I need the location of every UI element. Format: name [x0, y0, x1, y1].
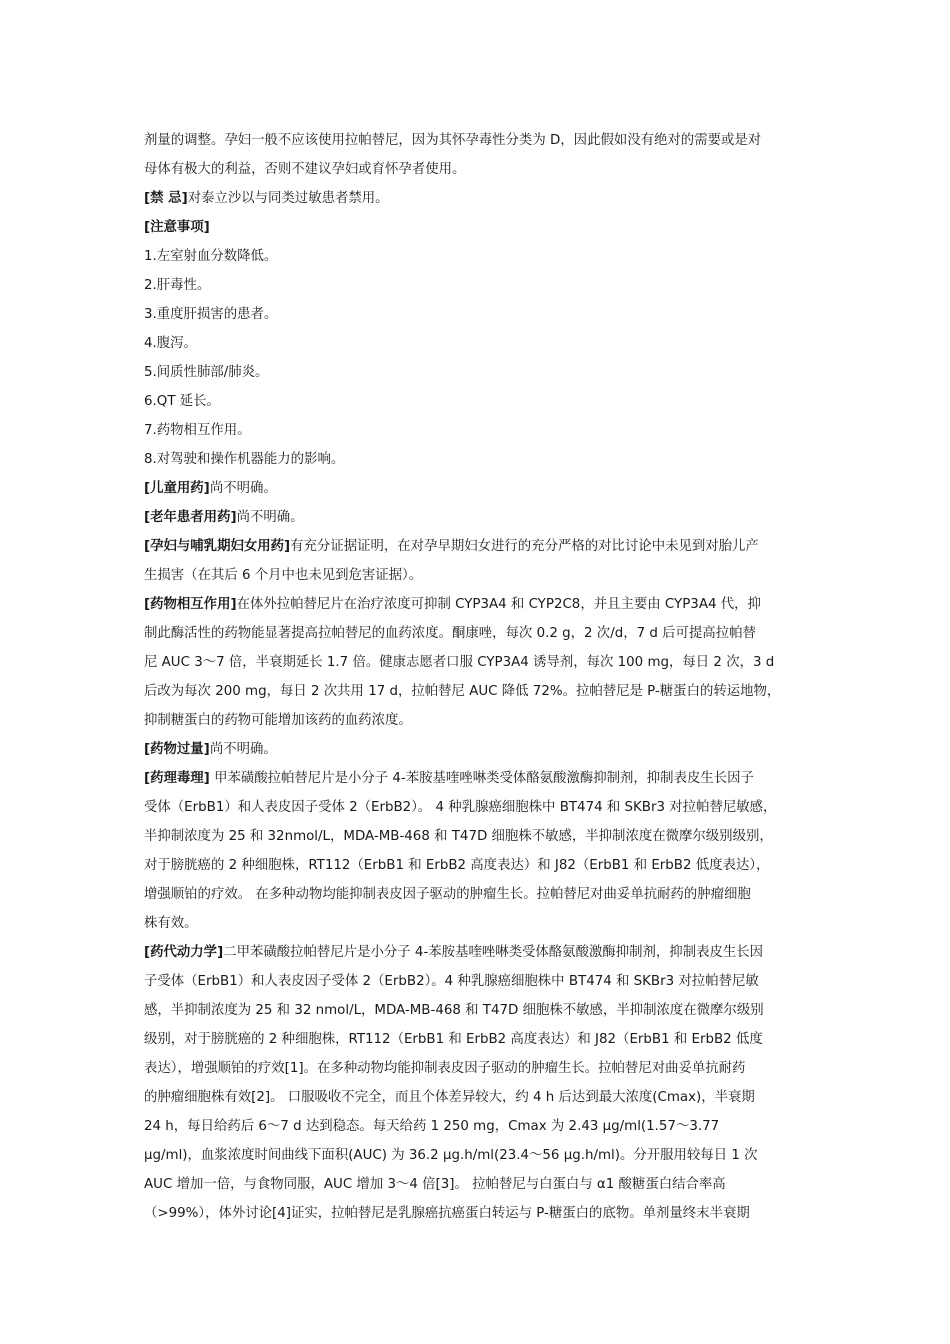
- paragraph-text: 甲苯磺酸拉帕替尼片是小分子 4-苯胺基喹唑啉类受体酪氨酸激酶抑制剂，抑制表皮生长因子: [209, 771, 754, 786]
- text-line: [144, 184, 814, 213]
- paragraph-text: 子受体（ErbB1）和人表皮因子受体 2（ErbB2）。4 种乳腺癌细胞株中 BT474 和 SKBr3 对拉帕替尼敏: [144, 974, 759, 989]
- text-line: [144, 358, 814, 387]
- paragraph-text: 母体有极大的利益，否则不建议孕妇或育怀孕者使用。: [144, 162, 466, 177]
- text-line: [144, 822, 814, 851]
- paragraph-text: 剂量的调整。孕妇一般不应该使用拉帕替尼，因为其怀孕毒性分类为 D，因此假如没有绝对的需要或是对: [144, 133, 762, 148]
- paragraph-text: 受体（ErbB1）和人表皮因子受体 2（ErbB2）。 4 种乳腺癌细胞株中 BT474 和 SKBr3 对拉帕替尼敏感，: [144, 800, 777, 815]
- text-line: [144, 1199, 814, 1228]
- text-line: [144, 996, 814, 1025]
- section-heading: [药物过量]: [144, 742, 210, 757]
- text-line: [144, 1112, 814, 1141]
- text-line: [144, 1170, 814, 1199]
- paragraph-text: 生损害（在其后 6 个月中也未见到危害证据）。: [144, 568, 423, 583]
- paragraph-text: 抑制糖蛋白的药物可能增加该药的血药浓度。: [144, 713, 412, 728]
- text-line: [144, 300, 814, 329]
- text-line: [144, 126, 814, 155]
- paragraph-text: 增强顺铂的疗效。 在多种动物均能抑制表皮因子驱动的肿瘤生长。拉帕替尼对曲妥单抗耐药的肿瘤细胞: [144, 887, 751, 902]
- section-heading: [孕妇与哺乳期妇女用药]: [144, 539, 291, 554]
- text-line: [144, 271, 814, 300]
- paragraph-text: 1.左室射血分数降低。: [144, 249, 278, 264]
- paragraph-text: 对泰立沙以与同类过敏患者禁用。: [187, 191, 389, 206]
- paragraph-text: 尚不明确。: [209, 481, 277, 496]
- text-line: [144, 735, 814, 764]
- paragraph-text: 感，半抑制浓度为 25 和 32 nmol/L，MDA-MB-468 和 T47D 细胞株不敏感，半抑制浓度在微摩尔级别: [144, 1003, 764, 1018]
- text-line: [144, 1083, 814, 1112]
- paragraph-text: 二甲苯磺酸拉帕替尼片是小分子 4-苯胺基喹唑啉类受体酪氨酸激酶抑制剂，抑制表皮生长因: [223, 945, 764, 960]
- paragraph-text: 尚不明确。: [209, 742, 277, 757]
- paragraph-text: 4.腹泻。: [144, 336, 197, 351]
- paragraph-text: 24 h，每日给药后 6～7 d 达到稳态。每天给药 1 250 mg，Cmax 为 2.43 μg/ml(1.57～3.77: [144, 1119, 720, 1134]
- text-line: [144, 938, 814, 967]
- paragraph-text: 尼 AUC 3～7 倍，半衰期延长 1.7 倍。健康志愿者口服 CYP3A4 诱导剂，每次 100 mg，每日 2 次，3 d: [144, 655, 775, 670]
- paragraph-text: 半抑制浓度为 25 和 32nmol/L，MDA-MB-468 和 T47D 细胞株不敏感，半抑制浓度在微摩尔级别级别，: [144, 829, 773, 844]
- text-line: [144, 706, 814, 735]
- paragraph-text: 制此酶活性的药物能显著提高拉帕替尼的血药浓度。酮康唑，每次 0.2 g，2 次/d，7 d 后可提高拉帕替: [144, 626, 756, 641]
- text-line: [144, 1141, 814, 1170]
- text-line: [144, 1025, 814, 1054]
- text-line: [144, 677, 814, 706]
- document-page: [144, 126, 814, 1228]
- paragraph-text: 表达），增强顺铂的疗效[1]。在多种动物均能抑制表皮因子驱动的肿瘤生长。拉帕替尼对曲妥单抗耐药: [144, 1061, 746, 1076]
- text-line: [144, 532, 814, 561]
- text-line: [144, 155, 814, 184]
- section-heading: [禁 忌]: [144, 191, 188, 206]
- text-line: [144, 880, 814, 909]
- paragraph-text: 级别，对于膀胱癌的 2 种细胞株，RT112（ErbB1 和 ErbB2 高度表达）和 J82（ErbB1 和 ErbB2 低度: [144, 1032, 763, 1047]
- paragraph-text: 3.重度肝损害的患者。: [144, 307, 278, 322]
- paragraph-text: （>99%），体外讨论[4]证实，拉帕替尼是乳腺癌抗癌蛋白转运与 P-糖蛋白的底物。单剂量终末半衰期: [144, 1206, 750, 1221]
- text-line: [144, 416, 814, 445]
- section-heading: [药理毒理]: [144, 771, 210, 786]
- paragraph-text: μg/ml)，血浆浓度时间曲线下面积(AUC) 为 36.2 μg.h/ml(23.4～56 μg.h/ml)。分开服用较每日 1 次: [144, 1148, 758, 1163]
- text-line: [144, 329, 814, 358]
- paragraph-text: 5.间质性肺部/肺炎。: [144, 365, 269, 380]
- text-line: [144, 764, 814, 793]
- paragraph-text: 对于膀胱癌的 2 种细胞株，RT112（ErbB1 和 ErbB2 高度表达）和 J82（ErbB1 和 ErbB2 低度表达），: [144, 858, 770, 873]
- text-line: [144, 503, 814, 532]
- text-line: [144, 851, 814, 880]
- text-line: [144, 242, 814, 271]
- text-line: [144, 793, 814, 822]
- text-line: [144, 590, 814, 619]
- paragraph-text: 有充分证据证明，在对孕早期妇女进行的充分严格的对比讨论中未见到对胎儿产: [290, 539, 759, 554]
- text-line: [144, 213, 814, 242]
- paragraph-text: AUC 增加一倍，与食物同服，AUC 增加 3～4 倍[3]。 拉帕替尼与白蛋白与 α1 酸糖蛋白结合率高: [144, 1177, 726, 1192]
- section-heading: [药代动力学]: [144, 945, 224, 960]
- paragraph-text: 8.对驾驶和操作机器能力的影响。: [144, 452, 345, 467]
- text-line: [144, 967, 814, 996]
- section-heading: [注意事项]: [144, 220, 210, 235]
- text-line: [144, 1054, 814, 1083]
- paragraph-text: 在体外拉帕替尼片在治疗浓度可抑制 CYP3A4 和 CYP2C8，并且主要由 CYP3A4 代，抑: [236, 597, 761, 612]
- text-line: [144, 619, 814, 648]
- paragraph-text: 株有效。: [144, 916, 198, 931]
- paragraph-text: 的肿瘤细胞株有效[2]。 口服吸收不完全，而且个体差异较大，约 4 h 后达到最大浓度(Cmax)，半衰期: [144, 1090, 755, 1105]
- paragraph-text: 尚不明确。: [236, 510, 304, 525]
- paragraph-text: 7.药物相互作用。: [144, 423, 251, 438]
- text-line: [144, 648, 814, 677]
- paragraph-text: 6.QT 延长。: [144, 394, 220, 409]
- text-line: [144, 474, 814, 503]
- section-heading: [儿童用药]: [144, 481, 210, 496]
- text-line: [144, 561, 814, 590]
- section-heading: [老年患者用药]: [144, 510, 237, 525]
- section-heading: [药物相互作用]: [144, 597, 237, 612]
- text-line: [144, 445, 814, 474]
- paragraph-text: 后改为每次 200 mg，每日 2 次共用 17 d，拉帕替尼 AUC 降低 72%。拉帕替尼是 P-糖蛋白的转运地物，: [144, 684, 781, 699]
- paragraph-text: 2.肝毒性。: [144, 278, 211, 293]
- text-line: [144, 387, 814, 416]
- text-line: [144, 909, 814, 938]
